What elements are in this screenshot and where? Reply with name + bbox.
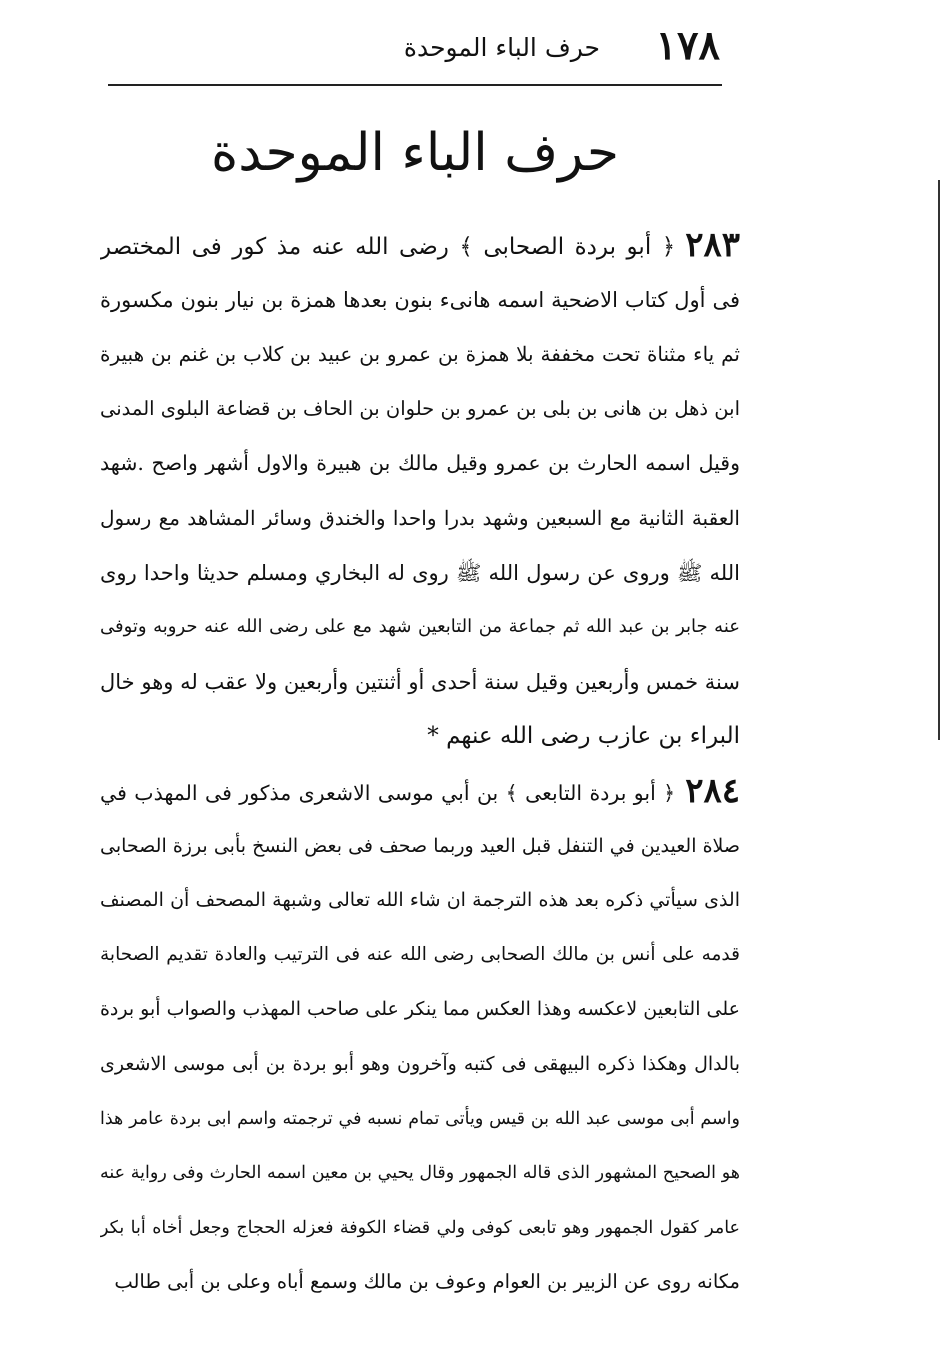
entry-283-line-10: البراء بن عازب رضى الله عنهم * — [427, 723, 740, 750]
page-number: ١٧٨ — [655, 22, 720, 69]
entry-284-line-2: صلاة العيدين في التنفل قبل العيد وربما صحف فى بعض النسخ بأبى برزة الصحابى — [100, 834, 740, 857]
entry-284-line-3: الذى سيأتي ذكره بعد هذه الترجمة ان شاء الله تعالى وشبهة المصحف أن المصنف — [100, 889, 740, 912]
entry-text: ﴿ أبو بردة التابعى ﴾ بن أبي موسى الاشعرى مذكور فى المهذب في — [100, 780, 676, 805]
entry-284-line-4: قدمه على أنس بن مالك الصحابى رضى الله عنه فى الترتيب والعادة تقديم الصحابة — [100, 943, 740, 965]
entry-283-line-1 — [100, 218, 740, 273]
entry-284-line-1 — [100, 764, 740, 819]
page-edge-line — [938, 180, 940, 740]
entries — [100, 218, 740, 1310]
entry-text: ﴿ أبو بردة الصحابى ﴾ رضى الله عنه مذ كور فى المختصر — [100, 234, 676, 260]
entry-283-line-8: عنه جابر بن عبد الله ثم جماعة من التابعين شهد مع على رضى الله عنه حروبه وتوفى — [100, 616, 740, 638]
entry-284-line-10: مكانه روى عن الزبير بن العوام وعوف بن مالك وسمع أباه وعلى بن أبى طالب — [114, 1270, 740, 1294]
entry-283-line-4: ابن ذهل بن هانى بن بلى بن عمرو بن حلوان بن الحاف بن قضاعة البلوى المدنى — [100, 396, 740, 420]
entry-283-line-2: فى أول كتاب الاضحية اسمه هانىء بنون بعدها همزة بن نيار بنون مكسورة — [100, 287, 740, 312]
entry-283-line-5: وقيل اسمه الحارث بن عمرو وقيل مالك بن هبيرة والاول أشهر واصح .شهد — [100, 451, 740, 476]
entry-284-line-9: عامر كقول الجمهور وهو تابعى كوفى ولي قضاء الكوفة فعزله الحجاج وجعل أخاه أبا بكر — [100, 1217, 740, 1238]
header-rule — [108, 84, 722, 86]
chapter-title: حرف الباء الموحدة — [211, 123, 619, 183]
running-title: حرف الباء الموحدة — [403, 33, 600, 62]
entry-284-line-6: بالدال وهكذا ذكره البيهقى فى كتبه وآخرون وهو أبو بردة بن أبى موسى الاشعرى — [100, 1052, 740, 1075]
page-header — [108, 18, 720, 78]
entry-283-line-3: ثم ياء مثناة تحت مخففة بلا همزة بن عمرو بن عبيد بن كلاب بن غنم بن هبيرة — [100, 342, 740, 367]
entry-284-line-8: هو الصحيح المشهور الذى قاله الجمهور وقال يحيي بن معين اسمه الحارث وفى رواية عنه — [100, 1163, 740, 1184]
entry-283-line-9: سنة خمس وأربعين وقيل سنة أحدى أو أثنتين وأربعين ولا عقب له وهو خال — [100, 669, 740, 694]
entry-284-line-7: واسم أبى موسى عبد الله بن قيس ويأتى تمام نسبه في ترجمته واسم ابى بردة عامر هذا — [100, 1108, 740, 1129]
entry-283-line-6: العقبة الثانية مع السبعين وشهد بدرا واحدا والخندق وسائر المشاهد مع رسول — [100, 505, 740, 530]
entry-number: ٢٨٣ — [685, 225, 740, 265]
entry-283-line-7: الله ﷺ وروى عن رسول الله ﷺ روى له البخاري ومسلم حديثا واحدا روى — [100, 560, 740, 585]
entry-284-line-5: على التابعين لاعكسه وهذا العكس مما ينكر على صاحب المهذب والصواب أبو بردة — [100, 998, 740, 1021]
entry-number: ٢٨٤ — [685, 770, 740, 811]
